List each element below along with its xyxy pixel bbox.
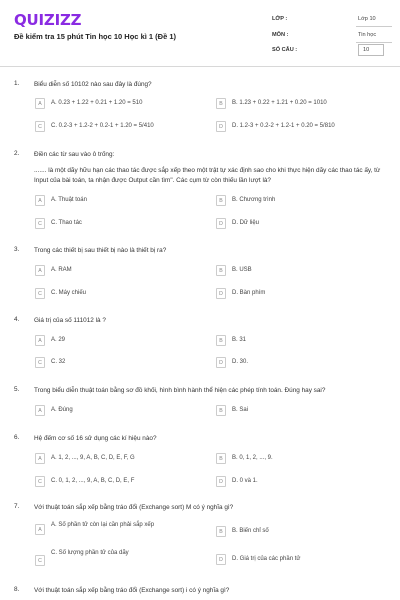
question-text: Điền các từ sau vào ô trống: — [34, 151, 115, 158]
info-count-label: SỐ CÂU : — [272, 47, 298, 53]
option-letter-badge: D — [216, 218, 226, 229]
option-letter-badge: B — [216, 195, 226, 206]
option-text: C. Số lượng phần tử của dãy — [51, 550, 129, 556]
option-c[interactable] — [35, 218, 205, 231]
info-class — [272, 13, 392, 27]
option-letter-badge: A — [35, 265, 45, 276]
option-text: D. 0 và 1. — [232, 478, 258, 484]
question-number: 7. — [14, 503, 20, 510]
option-c[interactable] — [35, 357, 205, 370]
option-letter-badge: D — [216, 476, 226, 487]
option-text: A. Đúng — [51, 407, 73, 413]
info-count-value: 10 — [363, 47, 370, 53]
question-number: 6. — [14, 434, 20, 441]
option-letter-badge: B — [216, 405, 226, 416]
divider — [356, 26, 392, 27]
option-text: D. Giá trị của các phần tử — [232, 556, 301, 562]
option-a[interactable] — [35, 98, 205, 111]
option-letter-badge: A — [35, 195, 45, 206]
question-text: Với thuật toán sắp xếp bằng tráo đổi (Exchange sort) M có ý nghĩa gì? — [34, 504, 234, 511]
question-text-body: ....... là một dãy hữu hạn các thao tác được sắp xếp theo một trật tự xác định sao cho khi thực hiện dãy các thao tác ấy, từ Input của bài toán, ta nhận được Output cần tìm". Các cụm từ còn thiếu lần lượt là? — [34, 167, 381, 184]
option-text: D. Bàn phím — [232, 290, 266, 296]
question-count-box — [358, 44, 384, 56]
option-c[interactable] — [35, 288, 205, 301]
option-c[interactable] — [35, 121, 205, 134]
option-letter-badge: C — [35, 476, 45, 487]
option-letter-badge: A — [35, 453, 45, 464]
option-text: B. 1.23 + 0.22 + 1.21 + 0.20 = 1010 — [232, 100, 327, 106]
question-number: 1. — [14, 80, 20, 87]
option-d[interactable] — [216, 288, 386, 301]
option-b[interactable] — [216, 526, 386, 539]
option-text: B. Sai — [232, 407, 249, 413]
option-b[interactable] — [216, 335, 386, 348]
option-letter-badge: B — [216, 98, 226, 109]
option-a[interactable] — [35, 195, 205, 208]
option-b[interactable] — [216, 405, 386, 418]
option-text: C. 0, 1, 2, ..., 9, A, B, C, D, E, F — [51, 478, 135, 484]
option-letter-badge: A — [35, 335, 45, 346]
option-letter-badge: A — [35, 98, 45, 109]
option-text: A. Thuật toán — [51, 197, 87, 203]
option-text: D. 1.2-3 + 0.2-2 + 1.2-1 + 0.20 = 5/810 — [232, 123, 335, 129]
option-a[interactable] — [35, 265, 205, 278]
question-number: 4. — [14, 316, 20, 323]
quizizz-logo: QUIZIZZ — [14, 11, 82, 29]
option-letter-badge: D — [216, 357, 226, 368]
option-b[interactable] — [216, 265, 386, 278]
option-text: C. Thao tác — [51, 220, 82, 226]
option-letter-badge: C — [35, 288, 45, 299]
info-subject-value: Tin học — [358, 32, 377, 38]
option-d[interactable] — [216, 218, 386, 231]
option-text: B. 31 — [232, 337, 247, 343]
info-class-label: LỚP : — [272, 16, 288, 22]
worksheet-header — [0, 0, 400, 66]
question-text: Với thuật toán sắp xếp bằng tráo đổi (Exchange sort) i có ý nghĩa gì? — [34, 587, 230, 594]
option-d[interactable] — [216, 121, 386, 134]
option-text: B. Biến chỉ số — [232, 528, 269, 534]
option-letter-badge: B — [216, 453, 226, 464]
question-text: Hệ đếm cơ số 16 sử dụng các kí hiệu nào? — [34, 435, 157, 442]
question-number: 3. — [14, 246, 20, 253]
question-text: Biểu diễn số 10102 nào sau đây là đúng? — [34, 81, 152, 88]
question-number: 5. — [14, 386, 20, 393]
option-text: B. USB — [232, 267, 252, 273]
option-letter-badge: B — [216, 265, 226, 276]
option-letter-badge: C — [35, 555, 45, 566]
question-text: Giá trị của số 111012 là ? — [34, 317, 106, 324]
option-a[interactable] — [35, 522, 205, 535]
option-text: C. 0.2-3 + 1.2-2 + 0.2-1 + 1.20 = 5/410 — [51, 123, 154, 129]
info-class-value: Lớp 10 — [358, 16, 376, 22]
option-text: A. 1, 2, ..., 9, A, B, C, D, E, F, G — [51, 455, 135, 461]
option-letter-badge: C — [35, 218, 45, 229]
option-letter-badge: C — [35, 121, 45, 132]
option-text: A. 29 — [51, 337, 66, 343]
option-letter-badge: A — [35, 405, 45, 416]
option-b[interactable] — [216, 453, 386, 466]
option-text: C. Máy chiếu — [51, 290, 87, 296]
option-letter-badge: B — [216, 335, 226, 346]
option-text: B. 0, 1, 2, ..., 9. — [232, 455, 273, 461]
option-a[interactable] — [35, 335, 205, 348]
option-letter-badge: D — [216, 554, 226, 565]
option-a[interactable] — [35, 405, 205, 418]
option-text: A. Số phần tử còn lại cần phải sắp xếp — [51, 522, 155, 528]
question-text: Trong các thiết bị sau thiết bị nào là thiết bị ra? — [34, 247, 167, 254]
question-number: 2. — [14, 150, 20, 157]
info-subject-label: MÔN : — [272, 32, 289, 38]
divider — [356, 42, 392, 43]
option-a[interactable] — [35, 453, 205, 466]
option-text: C. 32 — [51, 359, 66, 365]
option-text: A. 0.23 + 1.22 + 0.21 + 1.20 = 510 — [51, 100, 143, 106]
option-b[interactable] — [216, 98, 386, 111]
page-title: Đề kiểm tra 15 phút Tin học 10 Học kì 1 (Đề 1) — [14, 32, 176, 41]
option-c[interactable] — [35, 476, 205, 489]
option-text: B. Chương trình — [232, 197, 276, 203]
option-letter-badge: C — [35, 357, 45, 368]
option-text: D. Dữ liệu — [232, 220, 260, 226]
option-b[interactable] — [216, 195, 386, 208]
option-d[interactable] — [216, 476, 386, 489]
option-text: D. 30. — [232, 359, 249, 365]
option-text: A. RAM — [51, 267, 72, 273]
question-number: 8. — [14, 586, 20, 593]
option-d[interactable] — [216, 554, 386, 567]
option-letter-badge: D — [216, 288, 226, 299]
option-letter-badge: B — [216, 526, 226, 537]
info-subject — [272, 29, 392, 43]
question-text: Trong biểu diễn thuật toán bằng sơ đồ khối, hình bình hành thể hiện các phép tính toán. Đúng hay sai? — [34, 387, 326, 394]
option-letter-badge: A — [35, 524, 45, 535]
option-letter-badge: D — [216, 121, 226, 132]
option-d[interactable] — [216, 357, 386, 370]
header-divider — [0, 66, 400, 67]
option-c[interactable] — [35, 550, 205, 563]
